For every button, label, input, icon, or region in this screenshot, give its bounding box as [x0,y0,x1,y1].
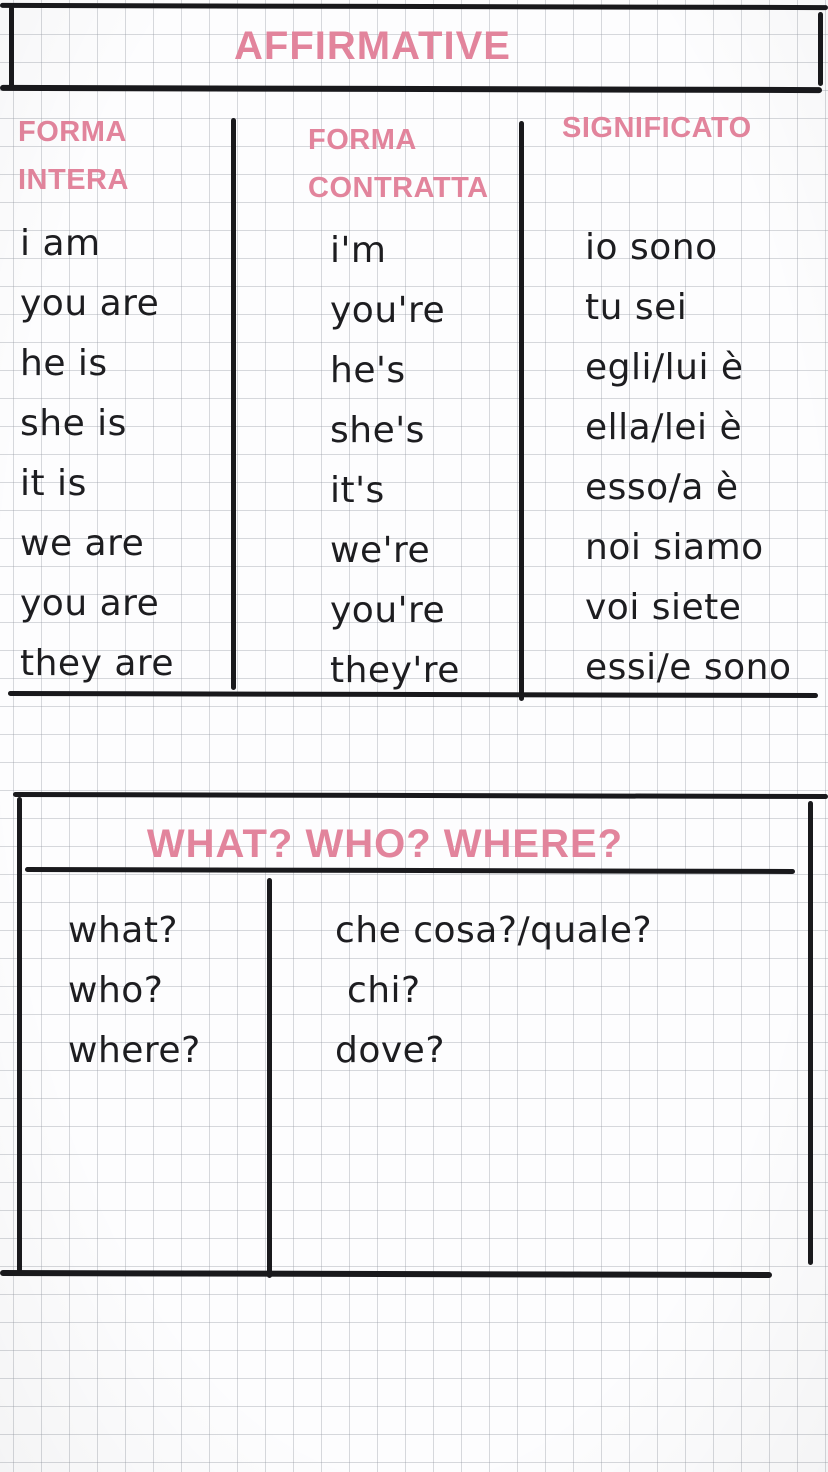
english-question-cell: where? [68,1029,201,1071]
significato-cell: tu sei [585,286,688,328]
question-box-right-line [808,801,813,1265]
significato-cell: voi siete [585,586,742,628]
header-significato: SIGNIFICATO [562,112,752,144]
significato-cell: io sono [585,226,718,268]
italian-question-cell: dove? [335,1029,445,1071]
header-forma-contratta: FORMA CONTRATTA [308,124,489,204]
column-significato [585,217,792,697]
forma-contratta-cell: we're [330,529,431,571]
column-divider-1 [231,118,236,690]
significato-cell: essi/e sono [585,646,792,688]
question-column-divider [267,878,272,1278]
forma-contratta-cell: i'm [330,229,387,271]
italian-question-cell: chi? [335,969,421,1011]
column-english-questions [68,900,201,1080]
question-box-top-line [13,792,828,799]
forma-intera-cell: he is [20,342,108,384]
forma-intera-cell: it is [20,462,87,504]
forma-intera-cell: you are [20,582,160,624]
header-forma-intera: FORMA INTERA [18,116,129,196]
forma-intera-cell: we are [20,522,145,564]
forma-contratta-cell: it's [330,469,385,511]
title-box-bottom-line [0,85,822,93]
question-title: WHAT? WHO? WHERE? [146,822,624,866]
forma-contratta-cell: you're [330,589,446,631]
question-box-bottom-line [0,1270,772,1278]
significato-cell: ella/lei è [585,406,743,448]
significato-cell: noi siamo [585,526,764,568]
forma-contratta-cell: she's [330,409,425,451]
forma-contratta-cell: they're [330,649,460,691]
title-box-top-line [0,3,828,10]
title-box-right-tick [818,12,823,86]
english-question-cell: who? [68,969,164,1011]
forma-intera-cell: she is [20,402,127,444]
column-italian-questions [335,900,652,1080]
forma-intera-cell: they are [20,642,175,684]
column-forma-intera [20,213,174,693]
italian-question-cell: che cosa?/quale? [335,909,653,951]
affirmative-bottom-line [8,691,818,698]
column-divider-2 [519,121,524,701]
forma-intera-cell: i am [20,222,101,264]
forma-contratta-cell: he's [330,349,406,391]
column-forma-contratta [330,220,460,700]
forma-intera-cell: you are [20,282,160,324]
significato-cell: esso/a è [585,466,739,508]
english-question-cell: what? [68,909,179,951]
affirmative-title: AFFIRMATIVE [234,24,511,68]
forma-contratta-cell: you're [330,289,446,331]
significato-cell: egli/lui è [585,346,744,388]
